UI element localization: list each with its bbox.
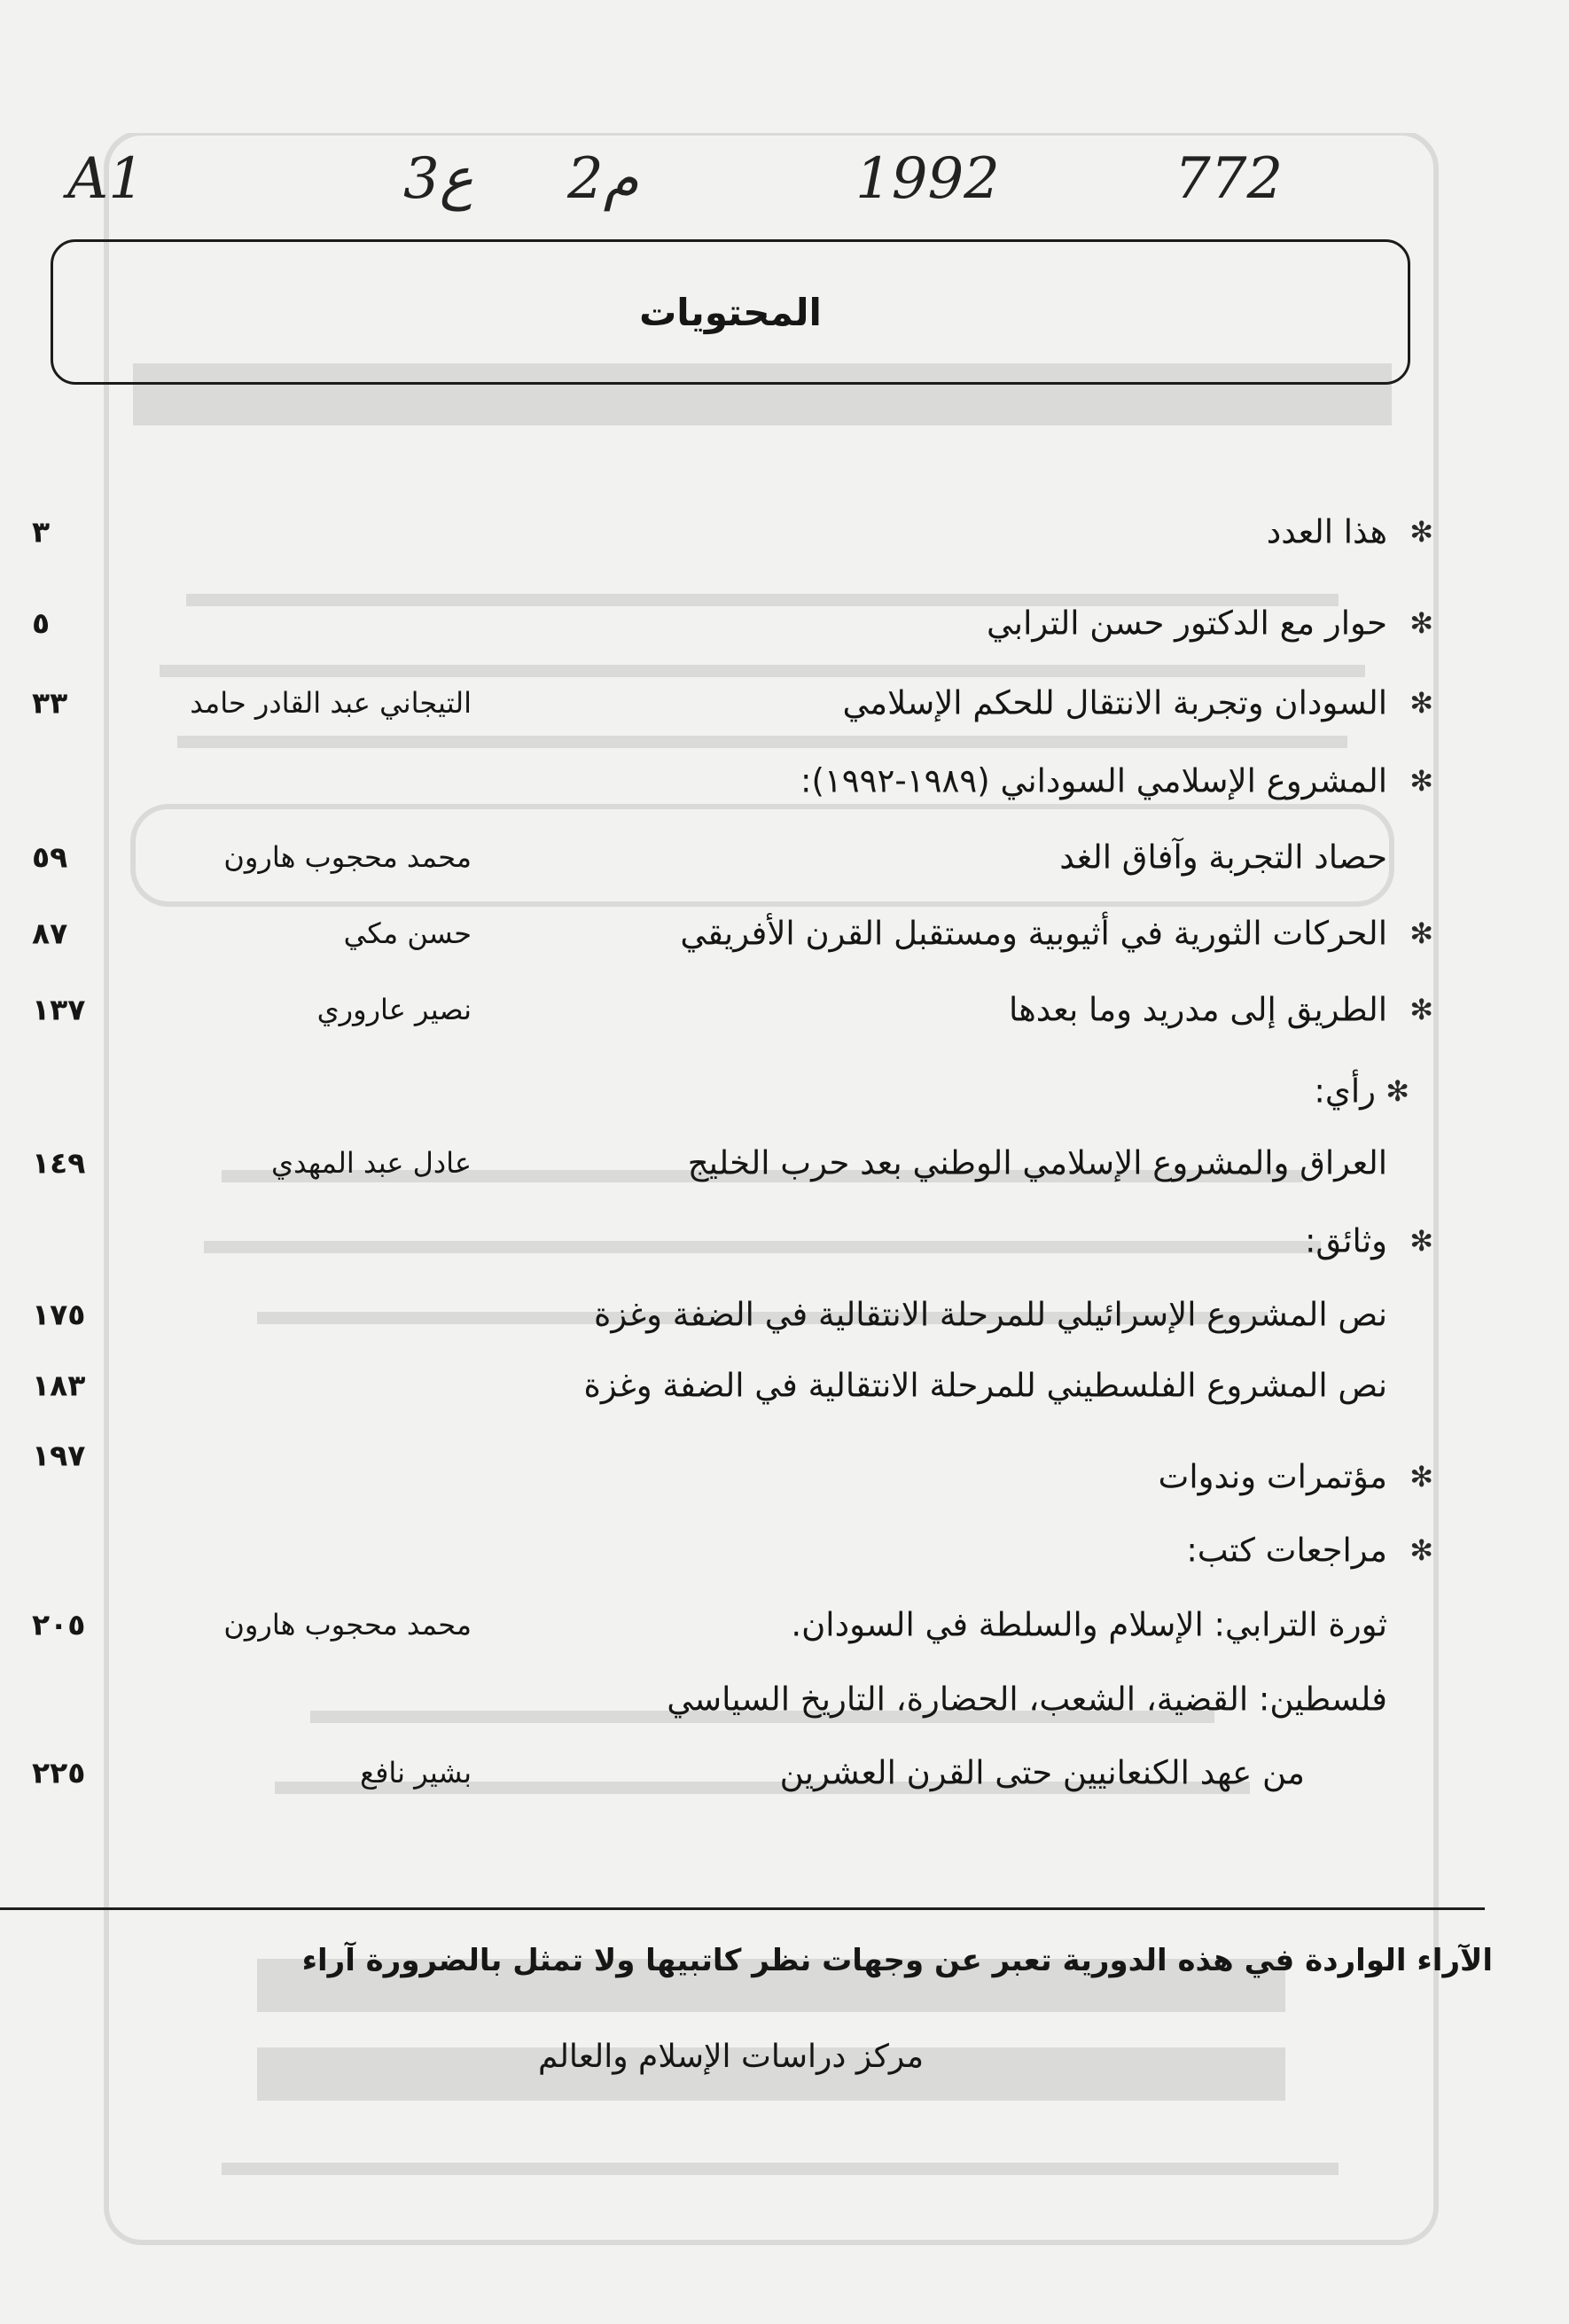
- toc-section-label: رأي:: [1314, 1072, 1376, 1111]
- contents-title-box: [51, 239, 1410, 385]
- handwritten-issue-part-a: 3ع: [403, 146, 473, 212]
- toc-row: [0, 1132, 1569, 1194]
- toc-row: [0, 1594, 1569, 1656]
- page-title: المحتويات: [639, 290, 822, 334]
- toc-page: ١٨٣: [32, 1368, 86, 1403]
- toc-page: ٨٧: [32, 916, 68, 951]
- toc-row: [0, 1060, 1569, 1122]
- toc-row: [0, 1519, 1569, 1581]
- toc-title: المشروع الإسلامي السوداني (١٩٨٩-١٩٩٢):: [800, 761, 1387, 800]
- asterisk-bullet-icon: ✻: [1409, 686, 1433, 720]
- toc-page: ٢٠٥: [32, 1607, 86, 1642]
- toc-title: نص المشروع الإسرائيلي للمرحلة الانتقالية في الضفة وغزة: [593, 1295, 1387, 1334]
- toc-page: ١٩٧: [32, 1438, 86, 1472]
- toc-row: [0, 1668, 1569, 1730]
- toc-page: ١٤٩: [32, 1145, 86, 1181]
- toc-title: حصاد التجربة وآفاق الغد: [1059, 838, 1387, 877]
- toc-title: ثورة الترابي: الإسلام والسلطة في السودان.: [791, 1605, 1387, 1644]
- toc-row: [0, 1210, 1569, 1272]
- toc-row: [0, 750, 1569, 812]
- toc-author: بشير نافع: [360, 1756, 472, 1790]
- handwritten-ref-number: 772: [1175, 146, 1284, 212]
- toc-author: التيجاني عبد القادر حامد: [190, 686, 472, 720]
- footer-publisher: مركز دراسات الإسلام والعالم: [537, 2039, 924, 2075]
- toc-row: [0, 501, 1569, 563]
- toc-author: نصير عاروري: [316, 993, 472, 1026]
- footer-divider: [0, 1907, 1485, 1910]
- toc-page: ٢٢٥: [32, 1755, 86, 1790]
- toc-title: الحركات الثورية في أثيوبية ومستقبل القرن الأفريقي: [680, 914, 1387, 953]
- toc-title: فلسطين: القضية، الشعب، الحضارة، التاريخ السياسي: [667, 1680, 1387, 1719]
- asterisk-bullet-icon: ✻: [1386, 1074, 1409, 1108]
- asterisk-bullet-icon: ✻: [1409, 1460, 1433, 1493]
- asterisk-bullet-icon: ✻: [1409, 764, 1433, 798]
- toc-author: عادل عبد المهدي: [271, 1146, 472, 1180]
- toc-row: [0, 979, 1569, 1041]
- toc-title: الطريق إلى مدريد وما بعدها: [1008, 990, 1387, 1029]
- toc-row: [0, 592, 1569, 654]
- toc-section-label: وثائق:: [1304, 1221, 1387, 1260]
- asterisk-bullet-icon: ✻: [1409, 993, 1433, 1026]
- toc-title: هذا العدد: [1266, 512, 1387, 551]
- toc-row: [0, 1742, 1569, 1804]
- toc-title: مؤتمرات وندوات: [1158, 1457, 1387, 1496]
- asterisk-bullet-icon: ✻: [1409, 916, 1433, 950]
- toc-page: ١٣٧: [32, 992, 86, 1027]
- toc-page: ٣: [32, 514, 51, 550]
- toc-row: [0, 672, 1569, 734]
- toc-row: [0, 1354, 1569, 1416]
- toc-row: [0, 1438, 1569, 1508]
- toc-title: حوار مع الدكتور حسن الترابي: [986, 604, 1387, 643]
- asterisk-bullet-icon: ✻: [1409, 1224, 1433, 1258]
- toc-section-label: مراجعات كتب:: [1186, 1531, 1387, 1570]
- asterisk-bullet-icon: ✻: [1409, 606, 1433, 640]
- toc-title: السودان وتجربة الانتقال للحكم الإسلامي: [842, 683, 1387, 722]
- handwritten-issue-part-b: 2م: [567, 146, 639, 212]
- toc-row: [0, 826, 1569, 888]
- toc-author: محمد محجوب هارون: [223, 840, 472, 874]
- footer-disclaimer: الآراء الواردة في هذه الدورية تعبر عن وجهات نظر كاتبيها ولا تمثل بالضرورة آراء: [301, 1943, 1493, 1978]
- handwritten-year: 1992: [855, 146, 1000, 212]
- toc-row: [0, 1283, 1569, 1345]
- toc-author: حسن مكي: [343, 916, 472, 950]
- handwritten-left-code: A1: [67, 146, 144, 212]
- toc-page: ٥٩: [32, 839, 68, 875]
- toc-page: ١٧٥: [32, 1297, 86, 1332]
- toc-page: ٣٣: [32, 685, 68, 721]
- toc-row: [0, 902, 1569, 964]
- asterisk-bullet-icon: ✻: [1409, 515, 1433, 549]
- toc-title: العراق والمشروع الإسلامي الوطني بعد حرب الخليج: [687, 1143, 1387, 1182]
- toc-author: محمد محجوب هارون: [223, 1608, 472, 1642]
- toc-title: من عهد الكنعانيين حتى القرن العشرين: [779, 1753, 1305, 1792]
- toc-title: نص المشروع الفلسطيني للمرحلة الانتقالية في الضفة وغزة: [583, 1366, 1387, 1405]
- asterisk-bullet-icon: ✻: [1409, 1533, 1433, 1567]
- toc-page: ٥: [32, 605, 51, 641]
